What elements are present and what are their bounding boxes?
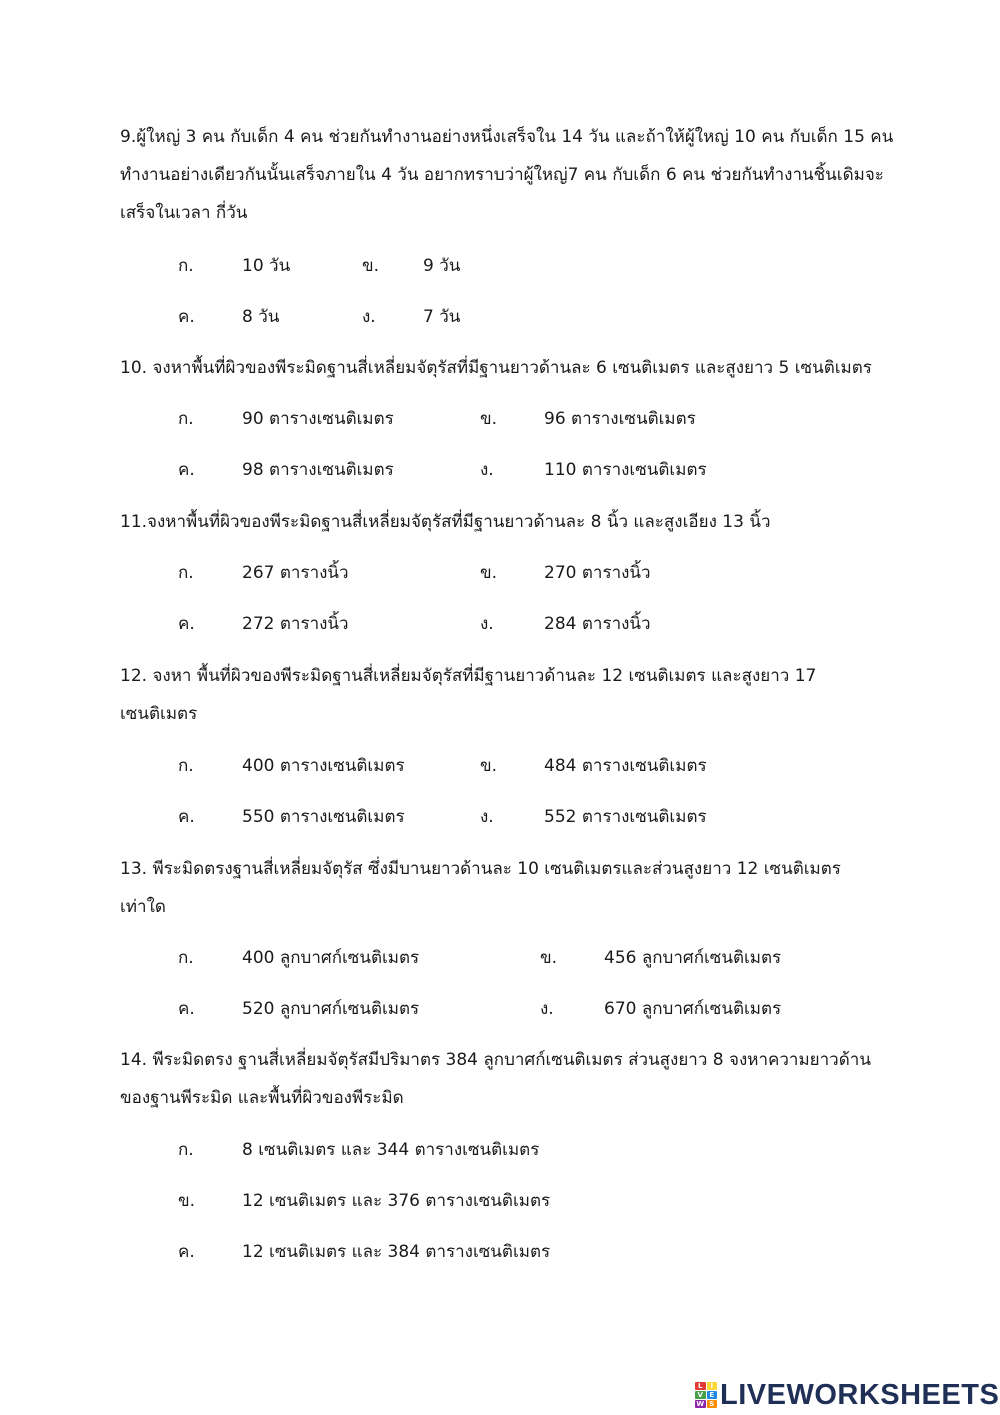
q12-option-b-letter: ข. [480,756,498,776]
question-9-line-1: 9.ผู้ใหญ่ 3 คน กับเด็ก 4 คน ช่วยกันทำงานอย่างหนึ่งเสร็จใน 14 วัน และถ้าให้ผู้ใหญ่ 10 คน กับเด็ก 15 คน [120,127,894,147]
q9-option-c-text[interactable]: 8 วัน [242,307,280,327]
q10-option-c-text[interactable]: 98 ตารางเซนติเมตร [242,460,394,480]
liveworksheets-badge-icon [695,1382,717,1408]
badge-cell: I [707,1382,718,1390]
q10-option-a-text[interactable]: 90 ตารางเซนติเมตร [242,409,394,429]
question-10-line-1: 10. จงหาพื้นที่ผิวของพีระมิดฐานสี่เหลี่ยมจัตุรัสที่มีฐานยาวด้านละ 6 เซนติเมตร และสูงยาว 5 เซนติเมตร [120,358,872,378]
q12-option-a-letter: ก. [178,756,194,776]
q10-option-c-letter: ค. [178,460,195,480]
question-14-line-1: 14. พีระมิดตรง ฐานสี่เหลี่ยมจัตุรัสมีปริมาตร 384 ลูกบาศก์เซนติเมตร ส่วนสูงยาว 8 จงหาความยาวด้าน [120,1050,871,1070]
badge-cell: E [707,1391,718,1399]
q9-option-d-text[interactable]: 7 วัน [423,307,461,327]
question-14-line-2: ของฐานพีระมิด และพื้นที่ผิวของพีระมิด [120,1088,404,1108]
question-12-line-2: เซนติเมตร [120,704,198,724]
q10-option-b-text[interactable]: 96 ตารางเซนติเมตร [544,409,696,429]
q13-option-a-text[interactable]: 400 ลูกบาศก์เซนติเมตร [242,948,420,968]
q11-option-c-letter: ค. [178,614,195,634]
q11-option-b-text[interactable]: 270 ตารางนิ้ว [544,563,651,583]
q9-option-c-letter: ค. [178,307,195,327]
q12-option-c-letter: ค. [178,807,195,827]
q12-option-d-letter: ง. [480,807,494,827]
q9-option-a-text[interactable]: 10 วัน [242,256,291,276]
q14-option-b-letter: ข. [178,1191,196,1211]
q13-option-b-text[interactable]: 456 ลูกบาศก์เซนติเมตร [604,948,782,968]
badge-cell: W [696,1400,705,1408]
q11-option-a-text[interactable]: 267 ตารางนิ้ว [242,563,349,583]
q9-option-b-text[interactable]: 9 วัน [423,256,461,276]
q14-option-a-text[interactable]: 8 เซนติเมตร และ 344 ตารางเซนติเมตร [242,1140,540,1160]
q11-option-b-letter: ข. [480,563,498,583]
logo-text: LIVEWORKSHEETS [720,1378,1000,1411]
q12-option-a-text[interactable]: 400 ตารางเซนติเมตร [242,756,405,776]
q12-option-d-text[interactable]: 552 ตารางเซนติเมตร [544,807,707,827]
q12-option-b-text[interactable]: 484 ตารางเซนติเมตร [544,756,707,776]
q14-option-a-letter: ก. [178,1140,194,1160]
q14-option-c-text[interactable]: 12 เซนติเมตร และ 384 ตารางเซนติเมตร [242,1242,551,1262]
q12-option-c-text[interactable]: 550 ตารางเซนติเมตร [242,807,405,827]
q9-option-a-letter: ก. [178,256,194,276]
q13-option-d-letter: ง. [540,999,554,1019]
liveworksheets-logo [695,1375,999,1415]
q10-option-d-letter: ง. [480,460,494,480]
q13-option-d-text[interactable]: 670 ลูกบาศก์เซนติเมตร [604,999,782,1019]
q11-option-d-letter: ง. [480,614,494,634]
badge-cell: L [695,1382,706,1390]
q10-option-b-letter: ข. [480,409,498,429]
question-12-line-1: 12. จงหา พื้นที่ผิวของพีระมิดฐานสี่เหลี่ยมจัตุรัสที่มีฐานยาวด้านละ 12 เซนติเมตร และสูงยาว 17 [120,666,817,686]
q13-option-c-text[interactable]: 520 ลูกบาศก์เซนติเมตร [242,999,420,1019]
question-9-line-2: ทำงานอย่างเดียวกันนั้นเสร็จภายใน 4 วัน อยากทราบว่าผู้ใหญ่7 คน กับเด็ก 6 คน ช่วยกันทำงานชิ้นเดิมจะ [120,165,884,185]
question-13-line-2: เท่าใด [120,897,166,917]
q13-option-c-letter: ค. [178,999,195,1019]
q14-option-c-letter: ค. [178,1242,195,1262]
question-9-line-3: เสร็จในเวลา กี่วัน [120,203,248,223]
badge-cell: S [707,1400,718,1408]
q13-option-a-letter: ก. [178,948,194,968]
q11-option-c-text[interactable]: 272 ตารางนิ้ว [242,614,349,634]
question-13-line-1: 13. พีระมิดตรงฐานสี่เหลี่ยมจัตุรัส ซึ่งมีบานยาวด้านละ 10 เซนติเมตรและส่วนสูงยาว 12 เซนติเมตร [120,859,841,879]
q9-option-b-letter: ข. [362,256,380,276]
q9-option-d-letter: ง. [362,307,376,327]
q11-option-d-text[interactable]: 284 ตารางนิ้ว [544,614,651,634]
q13-option-b-letter: ข. [540,948,558,968]
q10-option-d-text[interactable]: 110 ตารางเซนติเมตร [544,460,707,480]
badge-cell: V [695,1391,706,1399]
q10-option-a-letter: ก. [178,409,194,429]
q11-option-a-letter: ก. [178,563,194,583]
q14-option-b-text[interactable]: 12 เซนติเมตร และ 376 ตารางเซนติเมตร [242,1191,551,1211]
question-11-line-1: 11.จงหาพื้นที่ผิวของพีระมิดฐานสี่เหลี่ยมจัตุรัสที่มีฐานยาวด้านละ 8 นิ้ว และสูงเอียง 13 นิ้ว [120,512,771,532]
